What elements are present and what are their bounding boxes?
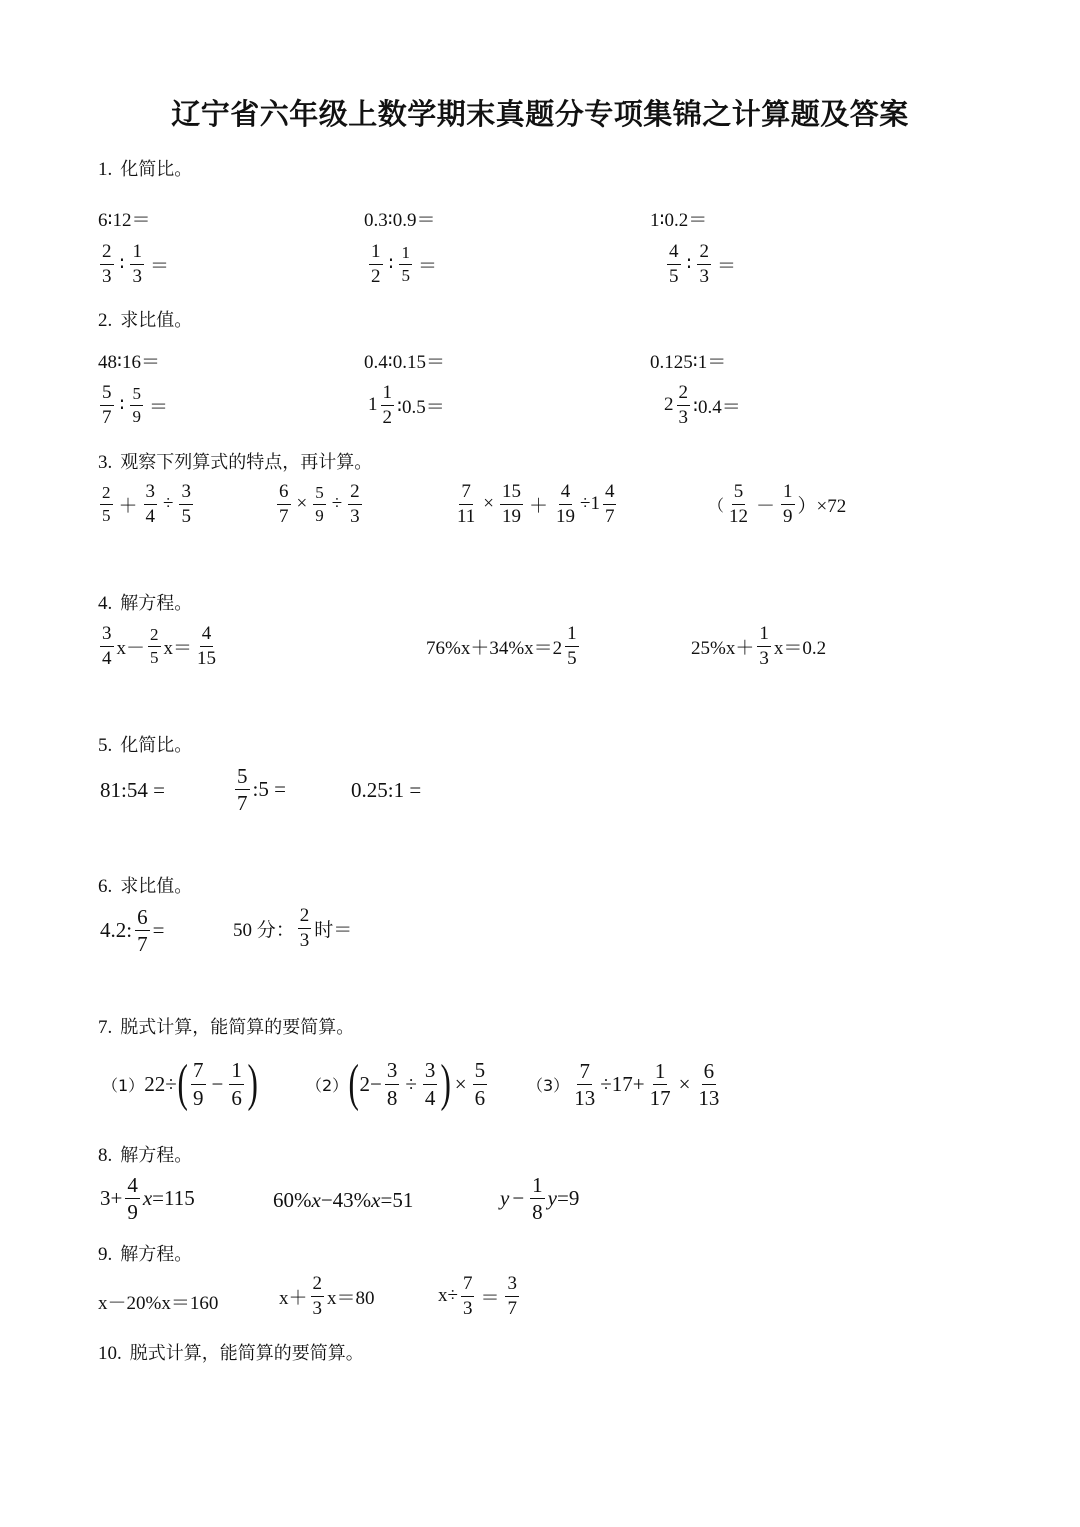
fraction: $\frac{2}{3}$ bbox=[102, 241, 112, 287]
fraction: $\frac{7}{11}$ bbox=[457, 481, 476, 527]
question-9-heading bbox=[98, 1240, 192, 1266]
fraction: $\frac{1}{9}$ bbox=[783, 481, 793, 527]
fraction: $\frac{1}{5}$ bbox=[401, 243, 410, 285]
question-number: 7. bbox=[98, 1017, 113, 1038]
question-10-heading bbox=[98, 1339, 364, 1365]
expr-1-2: 0.3∶0.9＝ bbox=[364, 210, 436, 231]
question-8-heading bbox=[98, 1141, 192, 1167]
question-number: 3. bbox=[98, 452, 113, 473]
fraction: $\frac{3}{4}$ bbox=[424, 1058, 436, 1110]
question-number: 6. bbox=[98, 876, 113, 897]
fraction: $\frac{3}{8}$ bbox=[386, 1058, 398, 1110]
question-text: 解方程。 bbox=[120, 1145, 193, 1166]
fraction: $\frac{15}{19}$ bbox=[502, 481, 522, 527]
question-7-heading bbox=[98, 1013, 354, 1039]
fraction: $\frac{6}{13}$ bbox=[698, 1059, 720, 1111]
question-text: 解方程。 bbox=[120, 593, 193, 614]
question-number: 8. bbox=[98, 1145, 113, 1166]
equation-9-3: x÷ $\frac{7}{3}$ ＝ $\frac{3}{7}$ bbox=[438, 1273, 517, 1319]
page-title: 辽宁省六年级上数学期末真题分专项集锦之计算题及答案 bbox=[171, 97, 909, 131]
fraction: $\frac{5}{9}$ bbox=[132, 384, 141, 426]
question-text: 解方程。 bbox=[120, 1244, 193, 1265]
fraction: $\frac{1}{3}$ bbox=[132, 241, 142, 287]
fraction: $\frac{5}{7}$ bbox=[237, 764, 248, 816]
fraction: $\frac{2}{3}$ bbox=[350, 481, 360, 527]
equation-9-2: x＋ $\frac{2}{3}$ x＝80 bbox=[279, 1273, 375, 1319]
fraction: $\frac{2}{5}$ bbox=[102, 483, 111, 525]
expr-2-2: 0.4∶0.15＝ bbox=[364, 352, 445, 373]
expr-3-1: $\frac{2}{5}$ ＋ $\frac{3}{4}$ ÷ $\frac{3}{5}$ bbox=[102, 481, 191, 527]
fraction: $\frac{1}{8}$ bbox=[532, 1173, 543, 1225]
equation-9-1: x－20%x＝160 bbox=[98, 1293, 219, 1314]
expr-5-1: 81:54 = bbox=[100, 778, 165, 802]
question-number: 4. bbox=[98, 593, 113, 614]
question-text: 求比值。 bbox=[120, 876, 193, 897]
fraction: $\frac{5}{7}$ bbox=[102, 382, 112, 428]
question-number: 5. bbox=[98, 735, 113, 756]
fraction: $\frac{1}{3}$ bbox=[759, 623, 769, 669]
expr-1-6: $\frac{4}{5}$ ∶ $\frac{2}{3}$ ＝ bbox=[669, 241, 736, 287]
question-number: 9. bbox=[98, 1244, 113, 1265]
fraction: $\frac{1}{5}$ bbox=[567, 623, 577, 669]
expr-2-4: $\frac{5}{7}$ ∶ $\frac{5}{9}$ ＝ bbox=[102, 382, 168, 428]
fraction: $\frac{3}{4}$ bbox=[145, 481, 156, 527]
fraction: $\frac{1}{2}$ bbox=[382, 382, 392, 428]
question-text: 观察下列算式的特点，再计算。 bbox=[120, 452, 373, 473]
expr-1-5: $\frac{1}{2}$ ∶ $\frac{1}{5}$ ＝ bbox=[371, 241, 437, 287]
fraction: $\frac{5}{9}$ bbox=[315, 483, 324, 525]
question-5-heading bbox=[98, 731, 192, 757]
fraction: $\frac{7}{9}$ bbox=[193, 1058, 204, 1110]
equation-8-2: 60% x −43% x =51 bbox=[273, 1188, 414, 1212]
expr-2-3: 0.125∶1＝ bbox=[650, 352, 727, 373]
fraction: $\frac{4}{5}$ bbox=[669, 241, 679, 287]
fraction: $\frac{2}{3}$ bbox=[299, 905, 310, 951]
question-text: 化简比。 bbox=[120, 159, 193, 180]
equation-4-1: $\frac{3}{4}$ x－ $\frac{2}{5}$ x＝ $\frac{4}{15}$ bbox=[102, 623, 217, 669]
expr-3-2: $\frac{6}{7}$ × $\frac{5}{9}$ ÷ $\frac{2}{3}$ bbox=[279, 481, 360, 527]
question-text: 脱式计算，能简算的要简算。 bbox=[129, 1343, 364, 1364]
expr-7-2: （2） ( 2− $\frac{3}{8}$ ÷ $\frac{3}{4}$ ) × $\frac{5}{6}$ bbox=[306, 1055, 486, 1112]
expr-3-3: $\frac{7}{11}$ × $\frac{15}{19}$ ＋ $\frac{4}{19}$ ÷1 $\frac{4}{7}$ bbox=[457, 481, 615, 527]
fraction: $\frac{2}{3}$ bbox=[678, 382, 688, 428]
expr-3-4: （ $\frac{5}{12}$ － $\frac{1}{9}$ ）×72 bbox=[708, 481, 847, 527]
fraction: $\frac{7}{3}$ bbox=[462, 1273, 473, 1319]
expr-2-6: 2 $\frac{2}{3}$ ∶0.4＝ bbox=[664, 382, 741, 428]
equation-4-3: 25%x＋ $\frac{1}{3}$ x＝0.2 bbox=[691, 623, 827, 669]
expr-5-3: 0.25:1 = bbox=[351, 778, 422, 802]
fraction: $\frac{5}{12}$ bbox=[729, 481, 749, 527]
equation-4-2: 76%x＋34%x＝2 $\frac{1}{5}$ bbox=[426, 623, 577, 669]
expr-2-1: 48∶16＝ bbox=[98, 352, 160, 373]
question-text: 求比值。 bbox=[120, 310, 193, 331]
equation-8-1: 3+ $\frac{4}{9}$ x =115 bbox=[100, 1173, 195, 1225]
expr-7-3: （3） $\frac{7}{13}$ ÷17+ $\frac{1}{17}$ × $\frac{6}{13}$ bbox=[527, 1059, 720, 1111]
expr-1-4: $\frac{2}{3}$ ∶ $\frac{1}{3}$ ＝ bbox=[102, 241, 169, 287]
fraction: $\frac{3}{4}$ bbox=[102, 623, 112, 669]
question-1-heading bbox=[98, 155, 192, 181]
question-text: 脱式计算，能简算的要简算。 bbox=[120, 1017, 355, 1038]
expr-1-1: 6∶12＝ bbox=[98, 210, 151, 231]
fraction: $\frac{1}{17}$ bbox=[649, 1059, 671, 1111]
fraction: $\frac{2}{3}$ bbox=[699, 241, 709, 287]
fraction: $\frac{3}{7}$ bbox=[507, 1273, 517, 1319]
question-6-heading bbox=[98, 872, 192, 898]
fraction: $\frac{3}{5}$ bbox=[181, 481, 191, 527]
expr-5-2: $\frac{5}{7}$ :5 = bbox=[237, 764, 286, 816]
expr-7-1: （1） 22÷ ( $\frac{7}{9}$ − $\frac{1}{6}$ ) bbox=[102, 1055, 258, 1112]
expr-1-3: 1∶0.2＝ bbox=[650, 210, 708, 231]
fraction: $\frac{4}{15}$ bbox=[197, 623, 217, 669]
question-number: 10. bbox=[98, 1343, 122, 1364]
fraction: $\frac{1}{6}$ bbox=[231, 1058, 242, 1110]
expr-6-1: 4.2: $\frac{6}{7}$ = bbox=[100, 905, 165, 957]
question-number: 2. bbox=[98, 310, 113, 331]
fraction: $\frac{6}{7}$ bbox=[279, 481, 289, 527]
fraction: $\frac{2}{3}$ bbox=[312, 1273, 323, 1319]
fraction: $\frac{4}{9}$ bbox=[127, 1173, 138, 1225]
question-number: 1. bbox=[98, 159, 113, 180]
fraction: $\frac{4}{19}$ bbox=[556, 481, 576, 527]
fraction: $\frac{2}{5}$ bbox=[150, 625, 159, 667]
question-4-heading bbox=[98, 589, 192, 615]
question-text: 化简比。 bbox=[120, 735, 193, 756]
question-3-heading bbox=[98, 448, 372, 474]
expr-2-5: 1 $\frac{1}{2}$ ∶0.5＝ bbox=[368, 382, 445, 428]
fraction: $\frac{4}{7}$ bbox=[604, 481, 615, 527]
fraction: $\frac{5}{6}$ bbox=[474, 1058, 486, 1110]
fraction: $\frac{7}{13}$ bbox=[574, 1059, 596, 1111]
equation-8-3: y − $\frac{1}{8}$ y =9 bbox=[500, 1173, 580, 1225]
expr-6-2: 50 分： $\frac{2}{3}$ 时＝ bbox=[233, 905, 353, 951]
fraction: $\frac{6}{7}$ bbox=[137, 905, 148, 957]
question-2-heading bbox=[98, 306, 192, 332]
fraction: $\frac{1}{2}$ bbox=[371, 241, 381, 287]
